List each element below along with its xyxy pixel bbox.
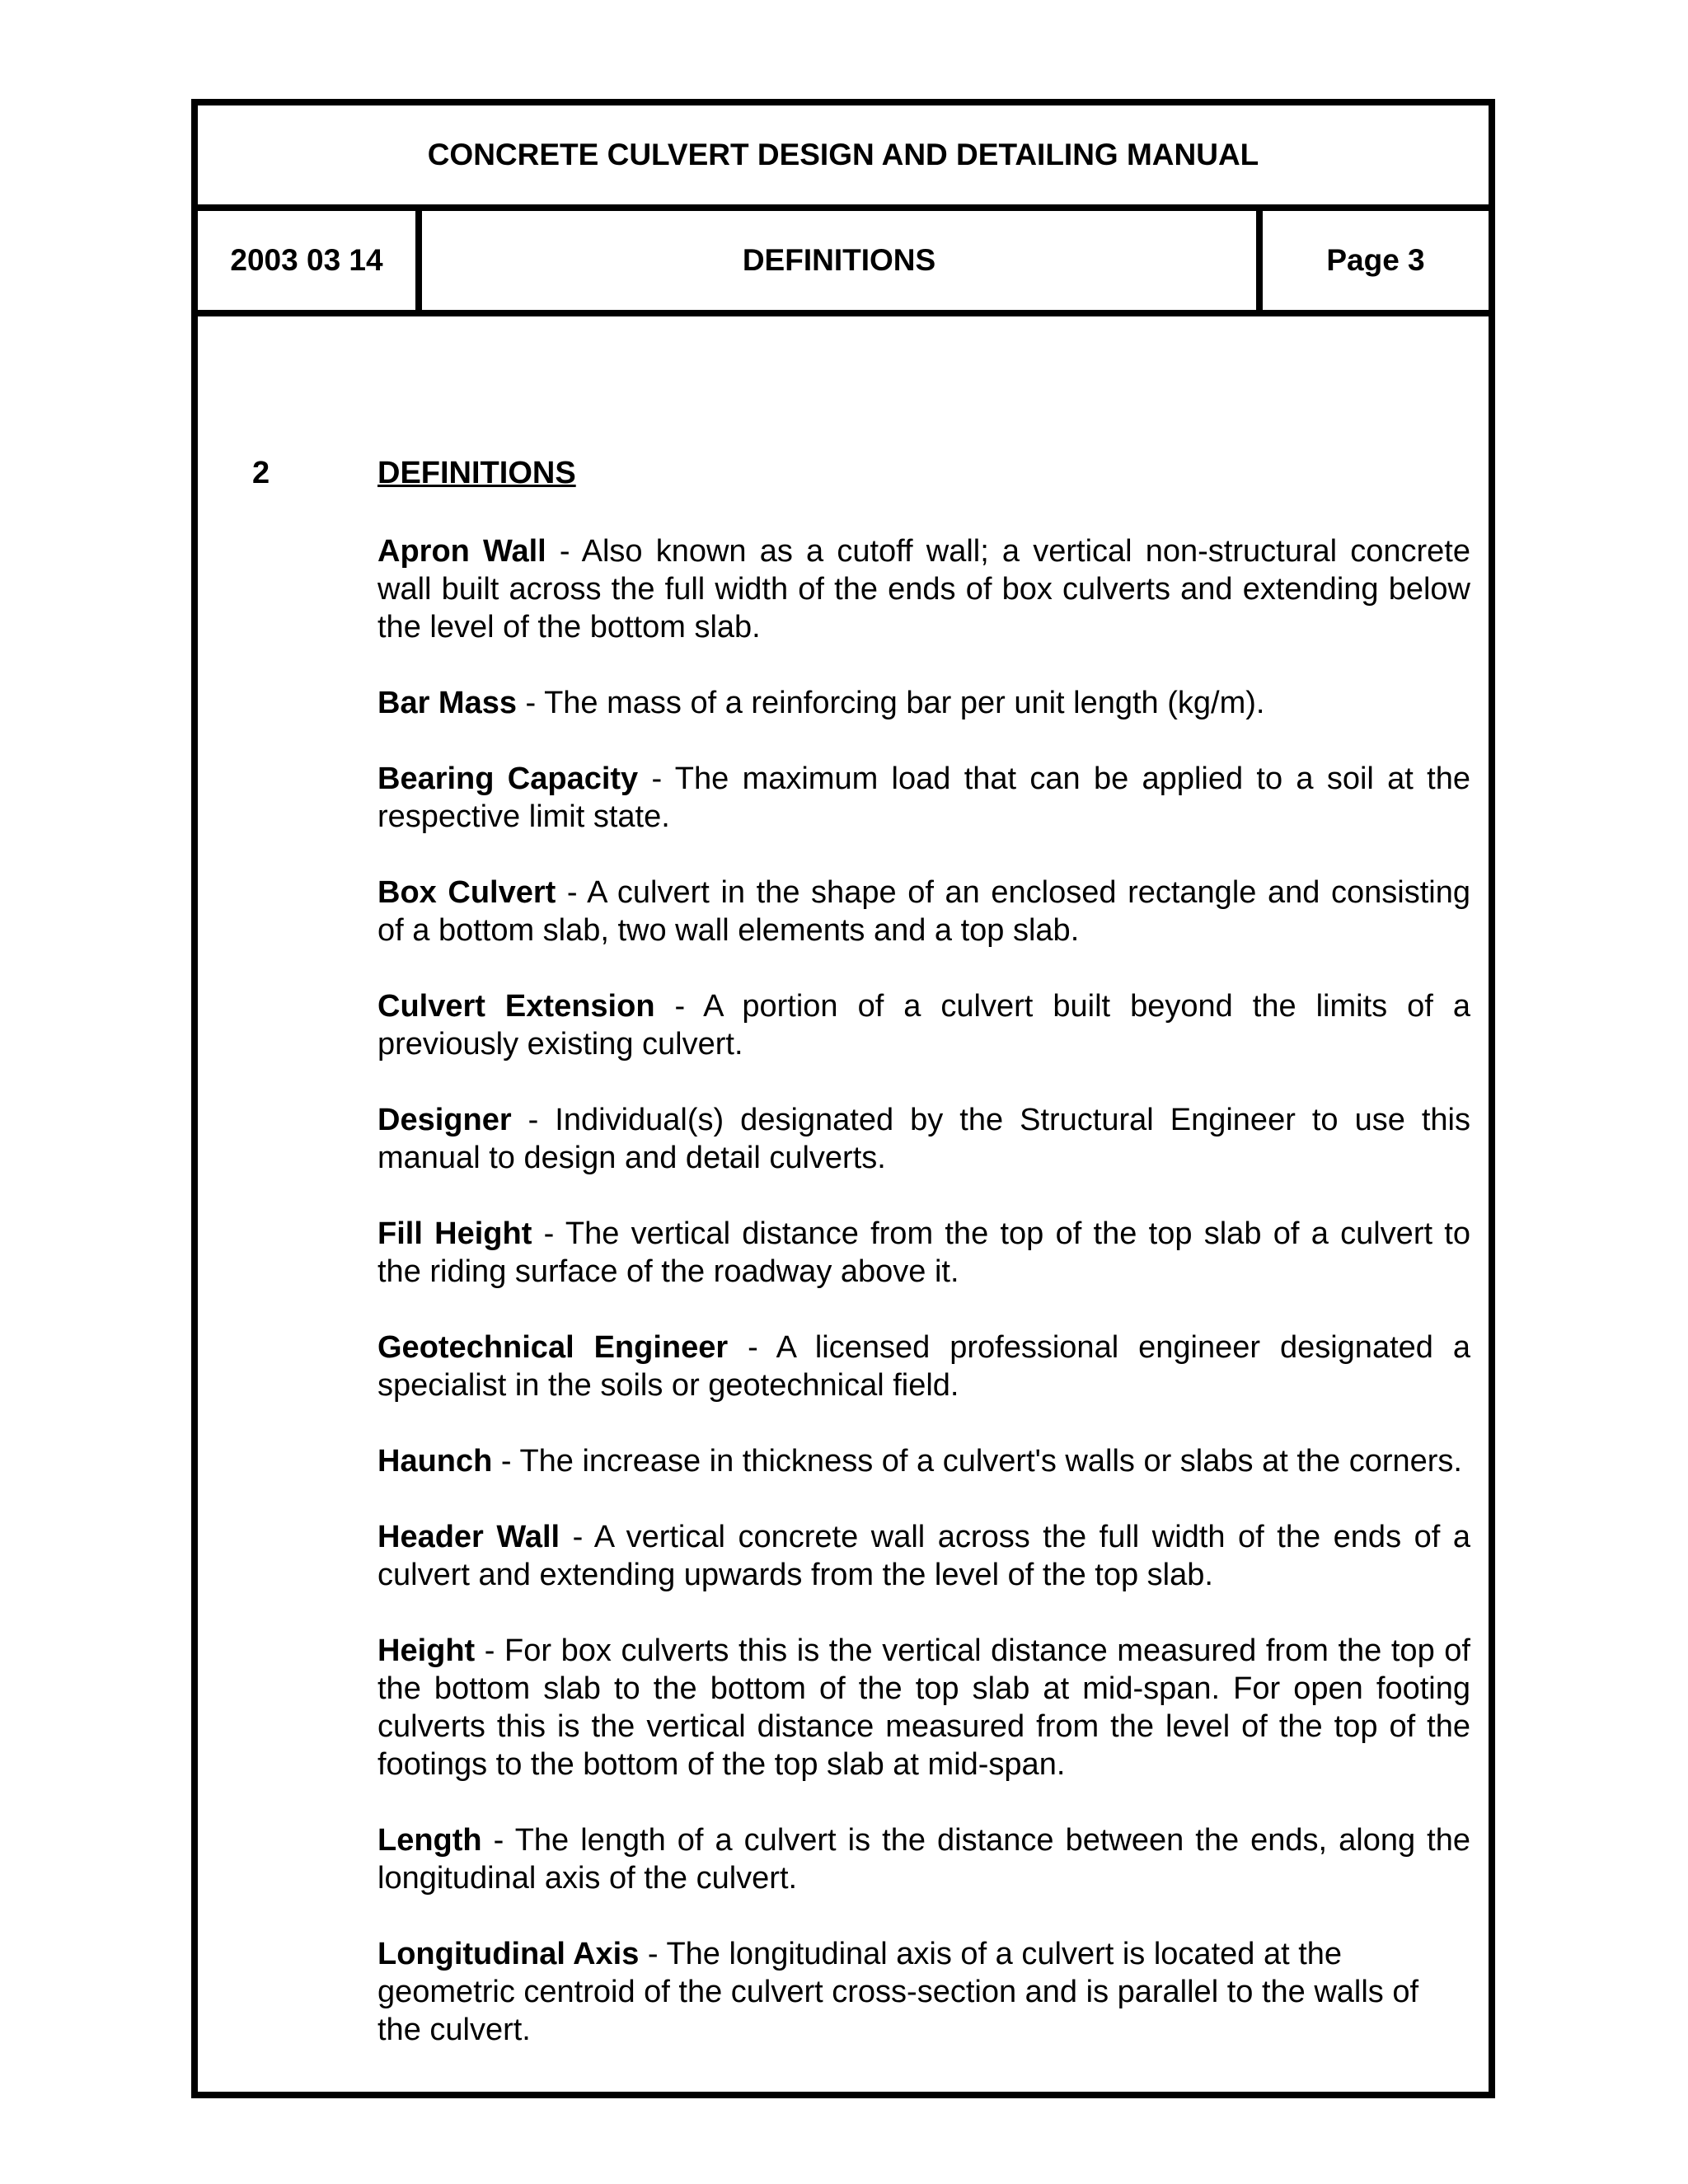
definition-text: - The maximum load that can be applied to a soil at the respective limit state. xyxy=(377,762,1470,834)
definition-term: Apron Wall xyxy=(377,534,546,569)
definition-item xyxy=(377,760,1470,836)
definition-term: Longitudinal Axis xyxy=(377,1937,640,1971)
definition-item xyxy=(377,987,1470,1063)
definition-text: - Also known as a cutoff wall; a vertical non-structural concrete wall built across the full width of the ends of box culverts and extending below the level of the bottom slab. xyxy=(377,534,1470,644)
definition-term: Geotechnical Engineer xyxy=(377,1330,729,1365)
definition-term: Fill Height xyxy=(377,1216,532,1251)
definition-item xyxy=(377,1442,1470,1480)
definition-item xyxy=(377,532,1470,646)
definition-text: - The longitudinal axis of a culvert is located at the geometric centroid of the culvert cross-section and is parallel to the walls of the culvert. xyxy=(377,1937,1419,2047)
content-area xyxy=(198,316,1489,2092)
definition-term: Designer xyxy=(377,1103,512,1137)
definition-item xyxy=(377,1518,1470,1594)
definition-text: - A vertical concrete wall across the full width of the ends of a culvert and extending upwards from the level of the top slab. xyxy=(377,1520,1470,1592)
page-frame xyxy=(191,99,1495,2098)
section-title: DEFINITIONS xyxy=(377,456,576,490)
definition-text: - Individual(s) designated by the Structural Engineer to use this manual to design and detail culverts. xyxy=(377,1103,1470,1175)
definition-text: - A portion of a culvert built beyond the limits of a previously existing culvert. xyxy=(377,989,1470,1062)
definition-text: - For box culverts this is the vertical distance measured from the top of the bottom slab to the bottom of the top slab at mid-span. For open footing culverts this is the vertical distance measured from the level of the top of the footings to the bottom of the top slab at mid-span. xyxy=(377,1633,1470,1782)
definition-item xyxy=(377,1632,1470,1783)
definition-text: - The mass of a reinforcing bar per unit length (kg/m). xyxy=(516,686,1265,720)
definition-item xyxy=(377,874,1470,949)
page-number: Page 3 xyxy=(1326,243,1425,277)
definition-term: Header Wall xyxy=(377,1520,560,1554)
definition-text: - The length of a culvert is the distance between the ends, along the longitudinal axis of the culvert. xyxy=(377,1823,1470,1896)
document-date: 2003 03 14 xyxy=(198,211,422,310)
definition-item xyxy=(377,1329,1470,1404)
manual-title: CONCRETE CULVERT DESIGN AND DETAILING MANUAL xyxy=(198,105,1489,211)
section-number: 2 xyxy=(252,456,270,490)
definition-text: - A licensed professional engineer designated a specialist in the soils or geotechnical field. xyxy=(377,1330,1470,1403)
definition-text: - The increase in thickness of a culvert's walls or slabs at the corners. xyxy=(492,1444,1462,1479)
header-row xyxy=(198,211,1489,316)
definitions-list xyxy=(377,532,1470,2087)
definition-term: Bearing Capacity xyxy=(377,762,639,796)
definition-item xyxy=(377,684,1470,722)
definition-item xyxy=(377,1215,1470,1291)
definition-item xyxy=(377,1821,1470,1897)
definition-term: Box Culvert xyxy=(377,875,556,910)
definition-text: - A culvert in the shape of an enclosed rectangle and consisting of a bottom slab, two wall elements and a top slab. xyxy=(377,875,1470,948)
definition-term: Culvert Extension xyxy=(377,989,655,1024)
definition-item xyxy=(377,1935,1470,2049)
definition-item xyxy=(377,1101,1470,1177)
definition-text: - The vertical distance from the top of the top slab of a culvert to the riding surface of the roadway above it. xyxy=(377,1216,1470,1289)
definition-term: Haunch xyxy=(377,1444,493,1479)
definition-term: Height xyxy=(377,1633,476,1668)
section-header: DEFINITIONS xyxy=(422,211,1263,310)
definition-term: Bar Mass xyxy=(377,686,517,720)
definition-term: Length xyxy=(377,1823,482,1858)
